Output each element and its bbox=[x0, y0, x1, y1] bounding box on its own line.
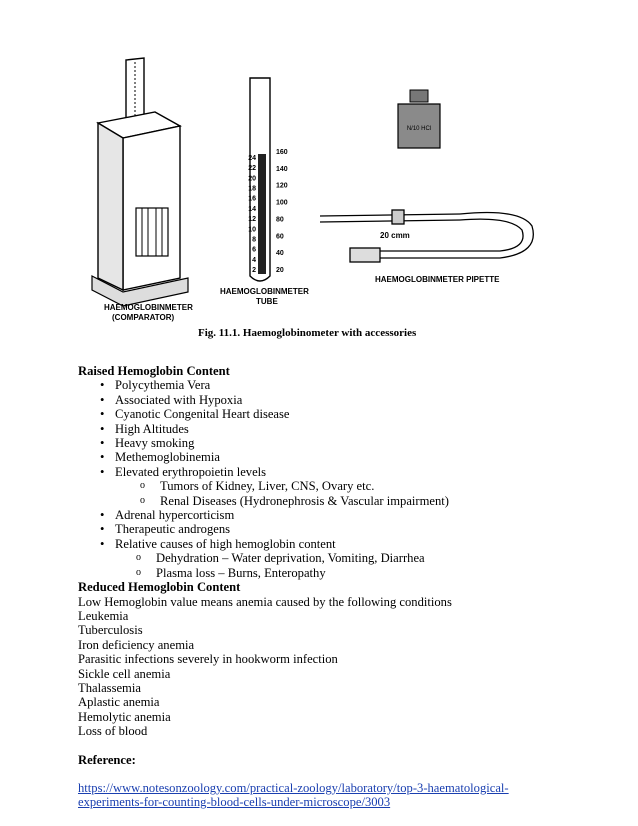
tube-left-tick: 2 bbox=[252, 267, 256, 274]
reduced-line: Tuberculosis bbox=[78, 623, 143, 638]
list-item: • Methemoglobinemia bbox=[100, 450, 598, 464]
tube-right-tick: 40 bbox=[276, 250, 284, 258]
reduced-line: Sickle cell anemia bbox=[78, 666, 171, 681]
tube-left-tick: 6 bbox=[252, 246, 256, 254]
bottle-label: N/10 HCl bbox=[406, 126, 432, 132]
list-item: • Heavy smoking bbox=[100, 436, 598, 450]
reference-link-line-1[interactable]: https://www.notesonzoology.com/practical-zoology/laboratory/top-3-haematological- bbox=[78, 780, 509, 795]
tube-left-tick: 18 bbox=[248, 185, 256, 193]
tube-right-tick: 60 bbox=[276, 233, 284, 241]
tube-label-1: HAEMOGLOBINMETER bbox=[220, 287, 309, 296]
tube-right-tick: 80 bbox=[276, 216, 284, 224]
reduced-line: Iron deficiency anemia bbox=[78, 637, 195, 652]
tube-left-tick: 10 bbox=[248, 226, 256, 234]
tube-left-tick: 12 bbox=[248, 216, 256, 224]
reference-heading: Reference: bbox=[78, 752, 136, 767]
tube-left-tick: 16 bbox=[248, 195, 256, 203]
tube-label-2: TUBE bbox=[256, 297, 278, 306]
reduced-line: Aplastic anemia bbox=[78, 695, 160, 710]
list-item: • Elevated erythropoietin levels bbox=[100, 465, 598, 479]
haemoglobinometer-figure bbox=[80, 48, 560, 348]
epo-sub-list bbox=[100, 479, 598, 508]
list-item: o Tumors of Kidney, Liver, CNS, Ovary etc. bbox=[140, 479, 598, 493]
tube-left-tick: 8 bbox=[252, 236, 256, 244]
reduced-line: Parasitic infections severely in hookworm infection bbox=[78, 652, 338, 667]
list-item: • Therapeutic androgens bbox=[100, 522, 598, 536]
tube-right-scale bbox=[276, 149, 288, 274]
comparator-drawing bbox=[92, 58, 188, 306]
relative-sub-list bbox=[78, 551, 598, 580]
list-item: • Relative causes of high hemoglobin content bbox=[100, 537, 598, 551]
reference-link[interactable] bbox=[78, 781, 509, 809]
reduced-line: Thalassemia bbox=[78, 680, 141, 695]
raised-list bbox=[78, 378, 598, 479]
comparator-label-2: (COMPARATOR) bbox=[112, 313, 175, 322]
tube-right-tick: 120 bbox=[276, 182, 288, 190]
document-body bbox=[78, 364, 598, 810]
raised-heading: Raised Hemoglobin Content bbox=[78, 364, 230, 378]
figure-caption: Fig. 11.1. Haemoglobinometer with accessories bbox=[198, 327, 417, 339]
raised-list-2 bbox=[78, 508, 598, 551]
tube-right-tick: 20 bbox=[276, 267, 284, 274]
list-item: o Dehydration – Water deprivation, Vomiting, Diarrhea bbox=[136, 551, 598, 565]
tube-right-tick: 100 bbox=[276, 199, 288, 207]
tube-right-tick: 140 bbox=[276, 165, 288, 173]
reference-link-line-2[interactable]: experiments-for-counting-blood-cells-under-microscope/3003 bbox=[78, 795, 391, 810]
list-item: o Renal Diseases (Hydronephrosis & Vascular impairment) bbox=[140, 494, 598, 508]
tube-left-tick: 14 bbox=[248, 205, 256, 213]
tube-left-tick: 4 bbox=[252, 256, 256, 264]
pipette-mark: 20 cmm bbox=[380, 231, 410, 240]
list-item: • Polycythemia Vera bbox=[100, 378, 598, 392]
pipette-label: HAEMOGLOBINMETER PIPETTE bbox=[375, 275, 500, 284]
list-item: • High Altitudes bbox=[100, 422, 598, 436]
pipette-drawing bbox=[320, 210, 533, 262]
reduced-line: Leukemia bbox=[78, 608, 129, 623]
reduced-heading: Reduced Hemoglobin Content bbox=[78, 580, 241, 595]
reduced-line: Hemolytic anemia bbox=[78, 709, 171, 724]
figure-drawing bbox=[80, 48, 560, 348]
list-item: • Cyanotic Congenital Heart disease bbox=[100, 407, 598, 421]
tube-left-tick: 24 bbox=[248, 155, 256, 162]
tube-left-tick: 20 bbox=[248, 175, 256, 183]
raised-list-sub-wrap bbox=[78, 479, 598, 508]
tube-right-tick: 160 bbox=[276, 149, 288, 156]
tube-left-tick: 22 bbox=[248, 165, 256, 173]
reduced-line: Loss of blood bbox=[78, 724, 148, 739]
list-item: o Plasma loss – Burns, Enteropathy bbox=[136, 566, 598, 580]
comparator-label-1: HAEMOGLOBINMETER bbox=[104, 303, 193, 312]
list-item: • Adrenal hypercorticism bbox=[100, 508, 598, 522]
reduced-intro: Low Hemoglobin value means anemia caused by the following conditions bbox=[78, 594, 452, 609]
hcl-bottle-drawing bbox=[398, 90, 440, 148]
list-item: • Associated with Hypoxia bbox=[100, 393, 598, 407]
